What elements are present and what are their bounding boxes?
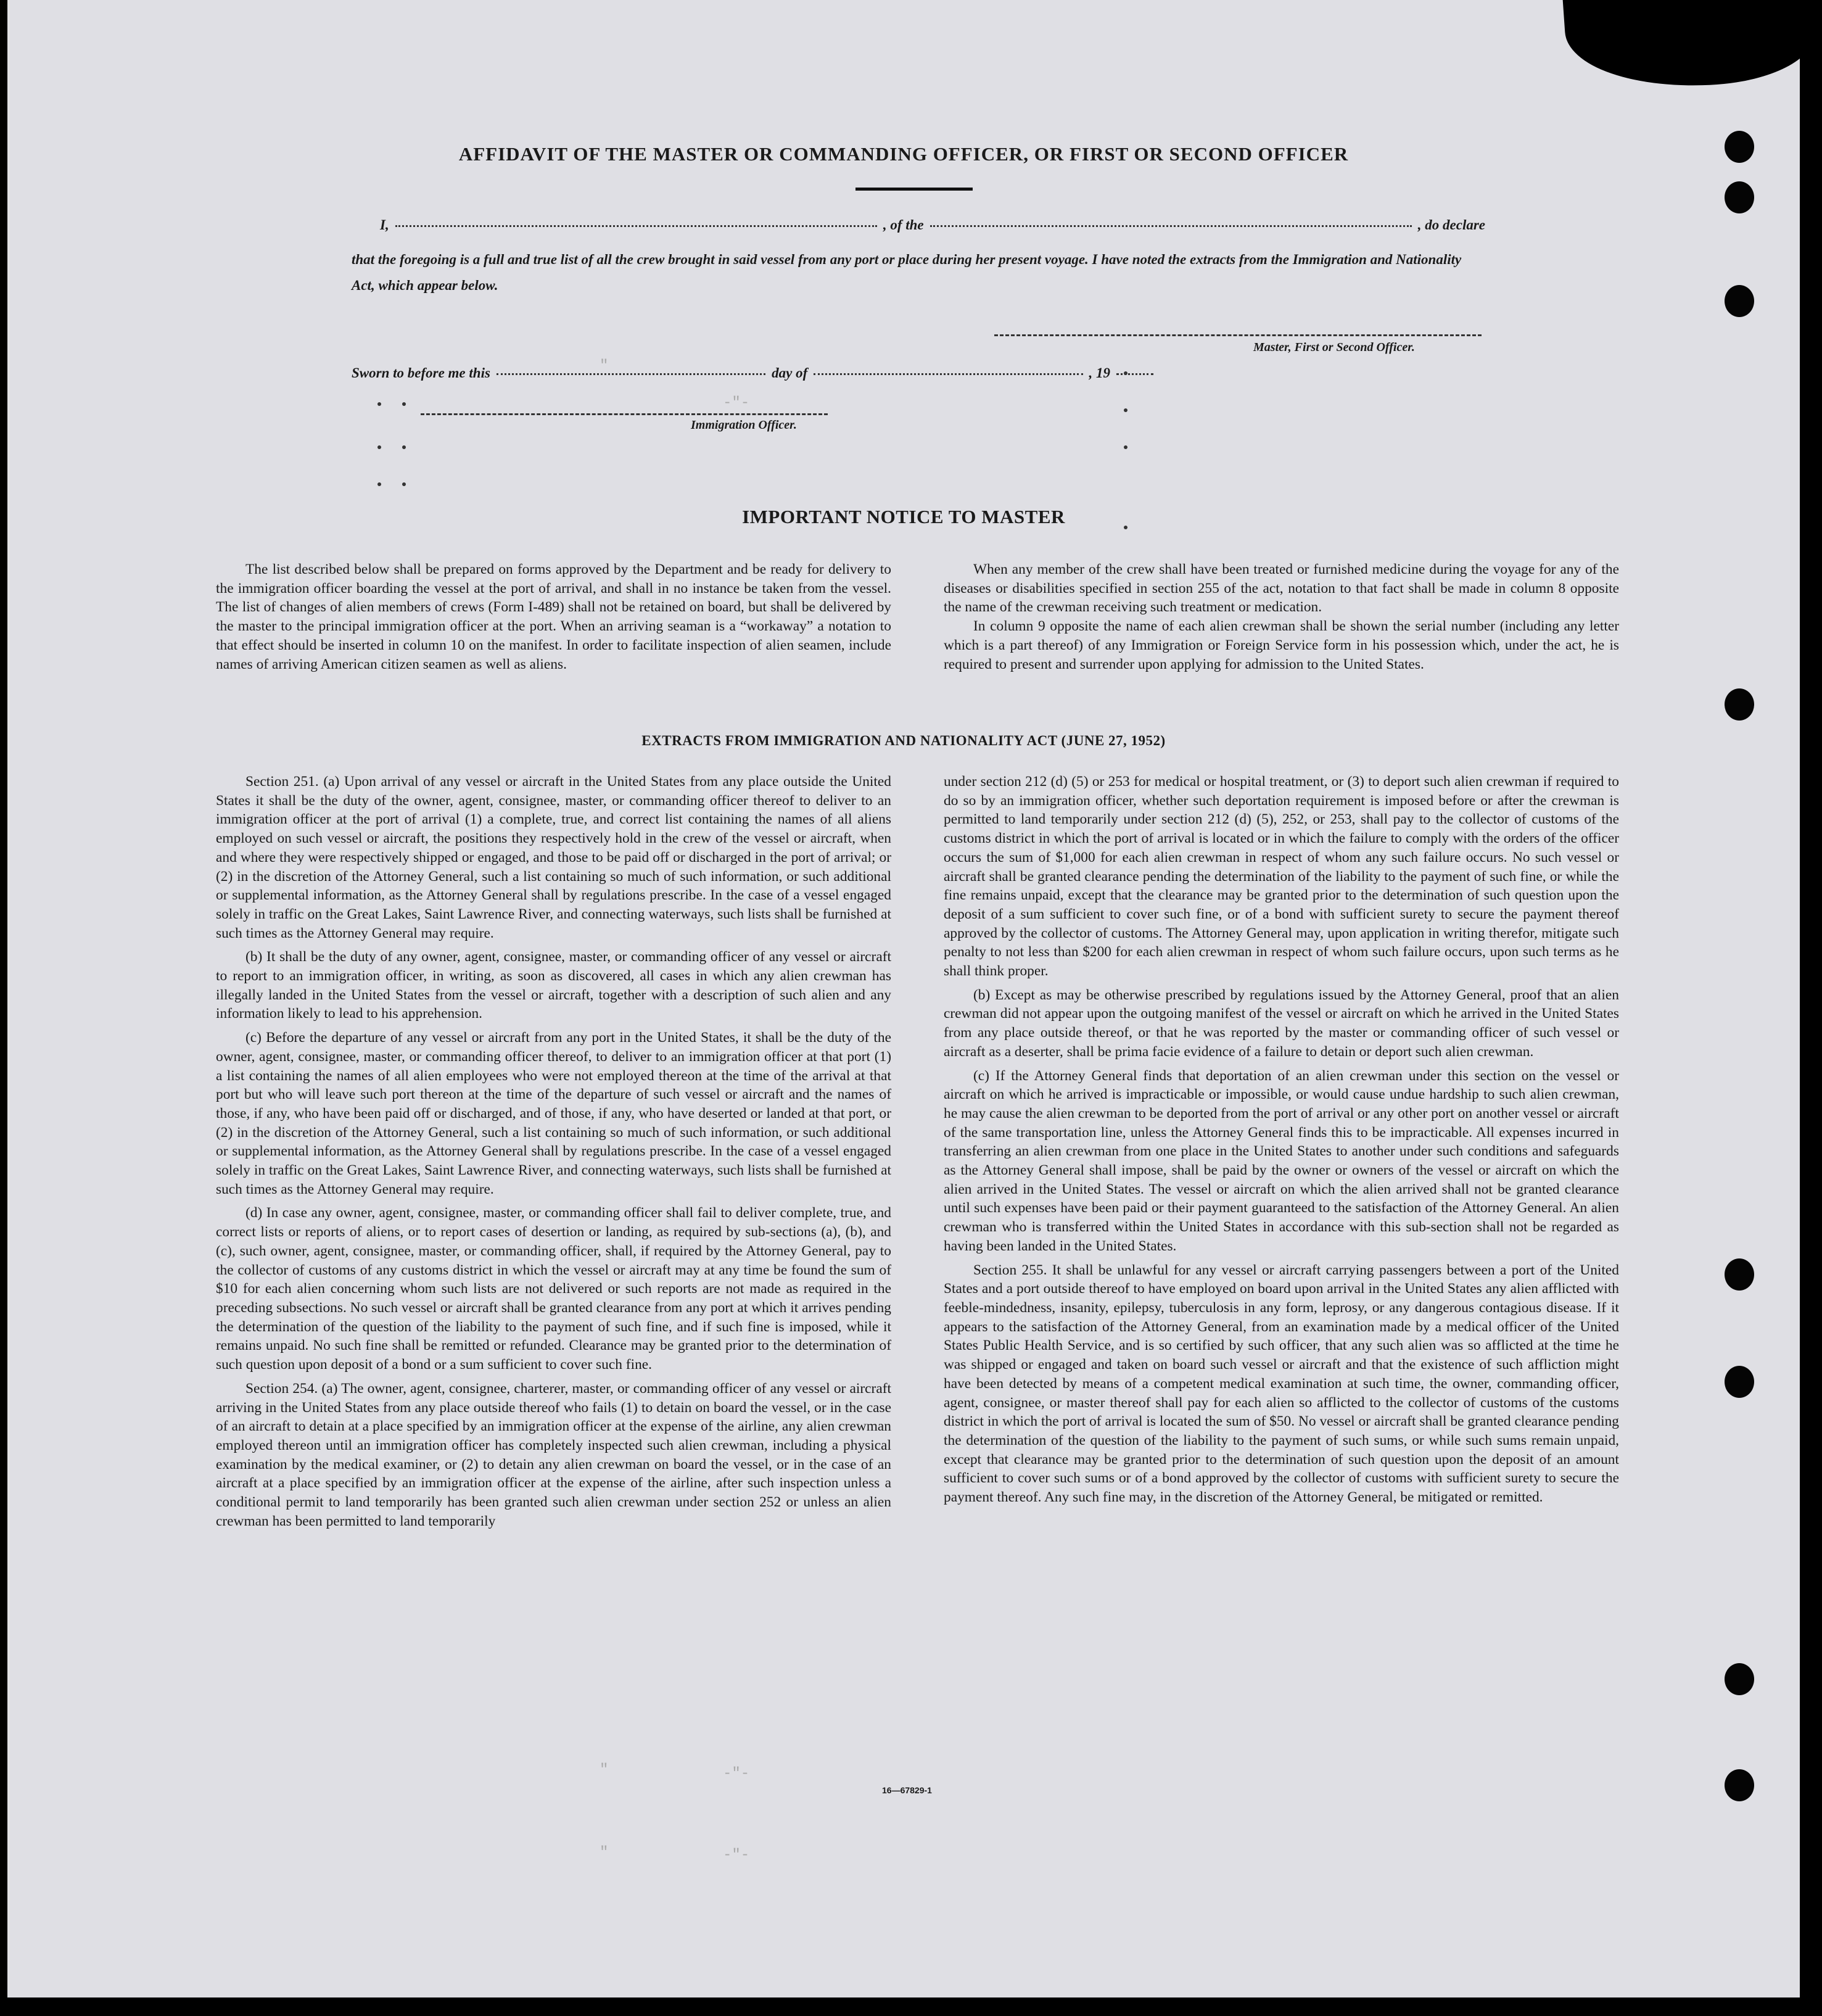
- declaration-i-label: I,: [380, 217, 389, 233]
- affidavit-title: AFFIDAVIT OF THE MASTER OR COMMANDING OFFICER, OR FIRST OR SECOND OFFICER: [458, 143, 1349, 165]
- declaration-declare-label: , do declare: [1417, 217, 1486, 233]
- extract-paragraph: (c) If the Attorney General finds that deportation of an alien crewman under this section on the vessel or aircraft on which he arrived is impracticable or impossible, or would cause undue hardship to such alien crewman, he may cause the alien crewman to be deported from the port of arrival or any other port on another vessel or aircraft of the same transportation line, unless the Attorney General finds this to be impracticable. All expenses incurred in transferring an alien crewman from one place in the United States to another under such conditions and safeguards as the Attorney General shall impose, shall be paid by the owner or owners of the vessel or aircraft on which the alien arrived in the United States. The vessel or aircraft on which the alien arrived shall not be granted clearance until such expenses have been paid or their payment guaranteed to the satisfaction of the Attorney General. An alien crewman who is transferred within the United States in accordance with this sub-section shall not be regarded as having been landed in the United States.: [944, 1067, 1619, 1254]
- stray-dot: [377, 445, 381, 449]
- sworn-prefix-label: Sworn to before me this: [352, 365, 490, 381]
- extract-paragraph: Section 254. (a) The owner, agent, consignee, charterer, master, or commanding officer of any vessel or aircraft arriving in the United States from any place outside thereof who fails (1) to detain on board the vessel, or in the case of an aircraft to detain at a place specified by an immigration officer at the expense of the airline, any alien crewman employed thereon until an immigration officer has completely inspected such alien crewman, including a physical examination by the medical examiner, or (2) to detain any alien crewman on board the vessel, or in the case of an aircraft at a place specified by an immigration officer at the expense of the airline, after such inspection unless a conditional permit to land temporarily has been granted such alien crewman under section 252 or unless an alien crewman has been permitted to land temporarily: [216, 1380, 891, 1529]
- vessel-blank-field[interactable]: [930, 225, 1412, 227]
- extract-paragraph: under section 212 (d) (5) or 253 for medical or hospital treatment, or (3) to deport such alien crewman if required to do so by an immigration officer, whether such deportation requirement is imposed before or after the crewman is permitted to land temporarily under section 212 (d) (5), 252, or 253, shall pay to the collector of customs of the customs district in which the port of arrival is located or in which the failure to comply with the orders of the officer occurs the sum of $1,000 for each alien crewman in respect of whom any such failure occurs. No such vessel or aircraft shall be granted clearance pending the determination of the liability to the payment of such fine, or while the fine remains unpaid, except that the clearance may be granted prior to the determination of such question upon the deposit of a sum sufficient to cover such fine, or of a bond with sufficient surety to secure the payment thereof approved by the collector of customs. The Attorney General may, upon application in writing therefor, mitigate such penalty to not less than $200 for each alien crewman in respect of whom such failure occurs, upon such terms as he shall think proper.: [944, 774, 1619, 980]
- binder-hole: [1725, 1769, 1754, 1801]
- declaration-of-the-label: , of the: [883, 217, 924, 233]
- notice-left-column: [216, 560, 891, 674]
- binder-hole: [1725, 1663, 1754, 1695]
- extract-paragraph: (b) Except as may be otherwise prescribed by regulations issued by the Attorney General, proof that an alien crewman did not appear upon the outgoing manifest of the vessel or aircraft on which he arrived in the United States from any place outside thereof, or that he was reported by the master or commanding officer of such vessel or aircraft as a deserter, shall be prima facie evidence of a failure to detain or deport such alien crewman.: [944, 986, 1619, 1060]
- binder-hole: [1725, 1258, 1754, 1291]
- torn-corner: [1562, 0, 1800, 95]
- extract-paragraph: Section 251. (a) Upon arrival of any vessel or aircraft in the United States from any place outside the United States it shall be the duty of the owner, agent, consignee, master, or commanding officer thereof to deliver to an immigration officer at the port of arrival (1) a complete, true, and correct list containing the names of all aliens employed on such vessel or aircraft, the positions they respectively hold in the crew of the vessel or aircraft, when and where they were respectively shipped or engaged, and those to be paid off or discharged in the port of arrival; or (2) in the discretion of the Attorney General, such a list containing so much of such information, or such additional or supplemental information, as the Attorney General shall by regulations prescribe. In the case of a vessel engaged solely in traffic on the Great Lakes, Saint Lawrence River, and connecting waterways, such lists shall be furnished at such times as the Attorney General may require.: [216, 774, 891, 941]
- bleed-mark: ": [600, 358, 609, 374]
- declaration-line: [380, 217, 1485, 233]
- affidavit-statement: that the foregoing is a full and true list of all the crew brought in said vessel from any port or place during her present voyage. I have noted the extracts from the Immigration and Nationality Act, which appear below.: [352, 252, 1462, 293]
- immigration-officer-signature-field[interactable]: [421, 413, 828, 415]
- stray-dot: [402, 445, 406, 449]
- bleed-mark: ": [600, 1762, 609, 1778]
- sworn-month-field[interactable]: [814, 373, 1082, 375]
- stray-dot: [402, 482, 406, 486]
- bleed-mark: -"-: [723, 1847, 750, 1864]
- bleed-mark: ": [600, 1845, 609, 1861]
- master-signature-field[interactable]: [994, 334, 1482, 336]
- sworn-day-of-label: day of: [772, 365, 808, 381]
- sworn-year-label: , 19: [1089, 365, 1111, 381]
- name-blank-field[interactable]: [395, 225, 877, 227]
- stray-dot: [1124, 445, 1127, 449]
- notice-right-column: [944, 560, 1619, 674]
- binder-hole: [1725, 181, 1754, 213]
- binder-hole: [1725, 1366, 1754, 1398]
- extract-paragraph: (d) In case any owner, agent, consignee, master, or commanding officer shall fail to deliver complete, true, and correct lists or reports of aliens, or to report cases of desertion or landing, as required by sub-sections (a), (b), and (c), such owner, agent, consignee, master, or commanding officer, shall, if required by the Attorney General, pay to the collector of customs of any customs district in which the vessel or aircraft may at any time be found the sum of $10 for each alien concerning whom such lists are not delivered or such reports are not made as required in the preceding subsections. No such vessel or aircraft shall be granted clearance from any port at which it arrives pending the determination of the question of the liability to the payment of such fine, and if such fine is imposed, while it remains unpaid. No such fine shall be remitted or refunded. Clearance may be granted prior to the determination of such question upon deposit of a bond or a sum sufficient to cover such fine.: [216, 1205, 891, 1373]
- extracts-heading: EXTRACTS FROM IMMIGRATION AND NATIONALITY ACT (JUNE 27, 1952): [641, 733, 1166, 748]
- binder-hole: [1725, 688, 1754, 721]
- notice-paragraph: The list described below shall be prepared on forms approved by the Department and be ready for delivery to the immigration officer boarding the vessel at the port of arrival, and shall in no instance be taken from the vessel. The list of changes of alien members of crews (Form I-489) shall not be retained on board, but shall be delivered by the master to the principal immigration officer at the port. When an arriving seaman is a “workaway” a notation to that effect should be inserted in column 10 on the manifest. In order to facilitate inspection of alien seamen, include names of arriving American citizen seamen as well as aliens.: [216, 561, 891, 672]
- stray-dot: [377, 402, 381, 406]
- notice-paragraph: In column 9 opposite the name of each alien crewman shall be shown the serial number (including any letter which is a part thereof) of any Immigration or Foreign Service form in his possession which, under the act, he is required to present and surrender upon applying for admission to the United States.: [944, 618, 1619, 672]
- immigration-officer-label: Immigration Officer.: [691, 418, 797, 432]
- stray-dot: [402, 402, 406, 406]
- extracts-right-column: [944, 772, 1619, 1507]
- bleed-mark: -"-: [723, 1766, 750, 1782]
- stray-dot: [1124, 408, 1127, 412]
- extract-paragraph: (b) It shall be the duty of any owner, agent, consignee, master, or commanding officer of any vessel or aircraft to report to an immigration officer, in writing, as soon as discovered, all cases in which any alien crewman has illegally landed in the United States from the vessel or aircraft, together with a description of such alien and any information likely to lead to his apprehension.: [216, 949, 891, 1022]
- stray-dot: [377, 482, 381, 486]
- sworn-line: [352, 365, 1160, 381]
- form-code: 16—67829-1: [882, 1785, 932, 1795]
- title-rule: [855, 188, 973, 191]
- extracts-left-column: [216, 772, 891, 1531]
- bleed-mark: -"-: [723, 395, 750, 411]
- sworn-year-field[interactable]: [1116, 373, 1153, 375]
- notice-heading: IMPORTANT NOTICE TO MASTER: [742, 506, 1065, 527]
- document-page: [7, 0, 1800, 1997]
- master-signature-label: Master, First or Second Officer.: [1253, 341, 1415, 354]
- sworn-day-field[interactable]: [497, 373, 765, 375]
- binder-hole: [1725, 285, 1754, 317]
- extract-paragraph: Section 255. It shall be unlawful for any vessel or aircraft carrying passengers between a port of the United States and a port outside thereof to have employed on board upon arrival in the United States any alien afflicted with feeble-mindedness, insanity, epilepsy, tuberculosis in any form, leprosy, or any dangerous contagious disease. If it appears to the satisfaction of the Attorney General, from an examination made by a medical officer of the United States Public Health Service, and is so certified by such officer, that any such alien was so afflicted at the time he was shipped or engaged and taken on board such vessel or aircraft and that the existence of such affliction might have been detected by means of a competent medical examination at such time, the owner, commanding officer, agent, consignee, or master thereof shall pay for each alien so afflicted to the collector of customs of the customs district in which the port of arrival is located the sum of $50. No vessel or aircraft shall be granted clearance pending the determination of the question of the liability to the payment of such sums, or while such sums remain unpaid, except that clearance may be granted prior to the determination of such question upon the deposit of an amount sufficient to cover such sums or of a bond approved by the collector of customs with sufficient surety to secure the payment thereof. Any such fine may, in the discretion of the Attorney General, be mitigated or remitted.: [944, 1262, 1619, 1506]
- extract-paragraph: (c) Before the departure of any vessel or aircraft from any port in the United States, it shall be the duty of the owner, agent, consignee, master, or commanding officer thereof, to deliver to an immigration officer at that port (1) a list containing the names of all alien employees who were not employed thereon at the time of the arrival at that port but who will leave such port thereon at the time of the departure of such vessel or aircraft and the names of those, if any, who have been paid off or discharged, and of those, if any, who have deserted or landed at that port, or (2) in the discretion of the Attorney General, such a list containing so much of such information, or such additional or supplemental information, as the Attorney General shall by regulations prescribe. In the case of a vessel engaged solely in traffic on the Great Lakes, Saint Lawrence River, and connecting waterways, such lists shall be furnished at such times as the Attorney General may require.: [216, 1030, 891, 1197]
- notice-paragraph: When any member of the crew shall have been treated or furnished medicine during the voyage for any of the diseases or disabilities specified in section 255 of the act, notation to that fact shall be made in column 8 opposite the name of the crewman receiving such treatment or medication.: [944, 561, 1619, 616]
